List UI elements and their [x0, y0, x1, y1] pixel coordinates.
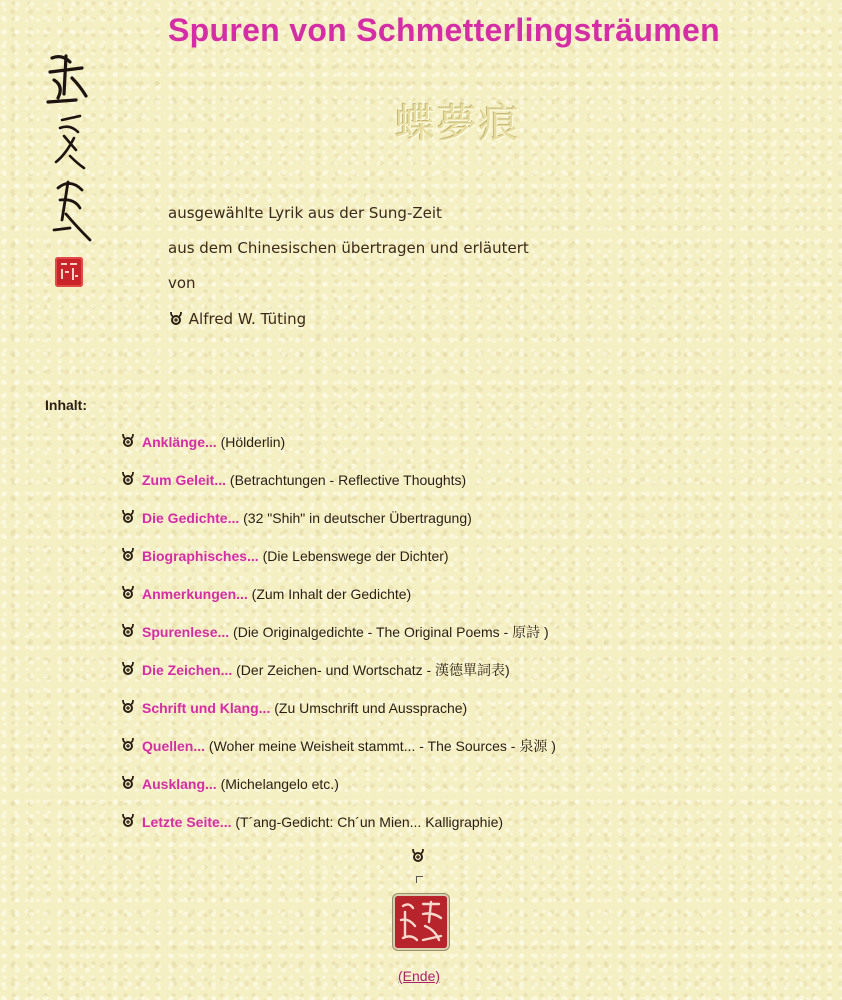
- toc-item-anmerkungen: [120, 584, 556, 622]
- toc-desc: (Zum Inhalt der Gedichte): [247, 586, 412, 602]
- butterfly-mark-icon: [168, 310, 184, 326]
- butterfly-mark-icon: [120, 622, 136, 638]
- author-line[interactable]: [168, 310, 306, 328]
- toc-item-zum-geleit: [120, 470, 556, 508]
- toc-desc: (Die Lebenswege der Dichter): [258, 548, 449, 564]
- toc-item-biographisches: [120, 546, 556, 584]
- toc-item-spurenlese: [120, 622, 556, 660]
- toc-link-zum-geleit[interactable]: Zum Geleit...: [142, 472, 227, 488]
- intro-line-3: von: [168, 274, 196, 292]
- butterfly-mark-icon: [120, 432, 136, 448]
- corner-mark: [416, 876, 423, 883]
- butterfly-mark-icon: [120, 584, 136, 600]
- red-seal-small: [55, 257, 83, 287]
- toc-item-quellen: [120, 736, 556, 774]
- butterfly-mark-icon: [120, 812, 136, 828]
- toc-link-biographisches[interactable]: Biographisches...: [142, 548, 259, 564]
- toc-item-ausklang: [120, 774, 556, 812]
- toc-desc: (Woher meine Weisheit stammt... - The Sources - 泉源 ): [205, 738, 556, 754]
- butterfly-mark-icon: [120, 736, 136, 752]
- intro-line-2: aus dem Chinesischen übertragen und erläutert: [168, 239, 529, 257]
- toc-desc: (Der Zeichen- und Wortschatz - 漢德單詞表): [232, 662, 510, 678]
- toc-item-anklaenge: [120, 432, 556, 470]
- butterfly-mark-icon: [120, 508, 136, 524]
- author-name[interactable]: Alfred W. Tüting: [188, 310, 307, 328]
- toc-item-schrift-und-klang: [120, 698, 556, 736]
- butterfly-mark-icon: [120, 470, 136, 486]
- toc-link-die-zeichen[interactable]: Die Zeichen...: [142, 662, 233, 678]
- butterfly-mark-icon: [120, 774, 136, 790]
- toc-desc: (Betrachtungen - Reflective Thoughts): [226, 472, 467, 488]
- butterfly-mark-icon: [120, 660, 136, 676]
- toc-link-spurenlese[interactable]: Spurenlese...: [142, 624, 230, 640]
- toc-desc: (Zu Umschrift und Aussprache): [270, 700, 468, 716]
- end-link[interactable]: (Ende): [398, 968, 441, 984]
- toc-list: [120, 432, 556, 850]
- toc-item-letzte-seite: [120, 812, 556, 850]
- calligraphy-signature: [40, 50, 100, 250]
- butterfly-mark-icon[interactable]: [410, 847, 426, 863]
- toc-item-die-gedichte: [120, 508, 556, 546]
- toc-desc: (32 "Shih" in deutscher Übertragung): [239, 510, 472, 526]
- toc-desc: (Die Originalgedichte - The Original Poems - 原詩 ): [229, 624, 549, 640]
- butterfly-mark-icon: [120, 546, 136, 562]
- toc-link-quellen[interactable]: Quellen...: [142, 738, 206, 754]
- butterfly-mark-icon: [120, 698, 136, 714]
- toc-heading: Inhalt:: [45, 397, 87, 413]
- toc-link-anklaenge[interactable]: Anklänge...: [142, 434, 217, 450]
- toc-link-anmerkungen[interactable]: Anmerkungen...: [142, 586, 248, 602]
- toc-link-schrift-und-klang[interactable]: Schrift und Klang...: [142, 700, 271, 716]
- chinese-title-emboss: 蝶夢痕: [395, 101, 521, 147]
- toc-link-ausklang[interactable]: Ausklang...: [142, 776, 217, 792]
- toc-link-letzte-seite[interactable]: Letzte Seite...: [142, 814, 232, 830]
- toc-item-die-zeichen: [120, 660, 556, 698]
- red-seal-large: [395, 896, 447, 948]
- toc-desc: (Michelangelo etc.): [216, 776, 339, 792]
- toc-link-die-gedichte[interactable]: Die Gedichte...: [142, 510, 240, 526]
- page-title: Spuren von Schmetterlingsträumen: [168, 12, 720, 48]
- toc-desc: (Hölderlin): [216, 434, 286, 450]
- toc-desc: (T´ang-Gedicht: Ch´un Mien... Kalligraphie): [231, 814, 504, 830]
- intro-line-1: ausgewählte Lyrik aus der Sung-Zeit: [168, 204, 442, 222]
